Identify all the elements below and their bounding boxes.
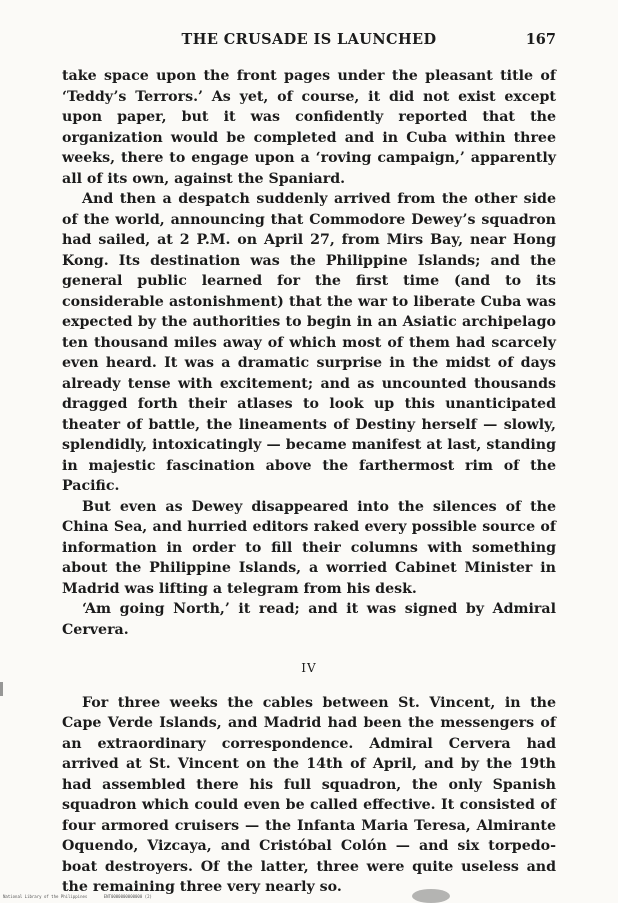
scan-footer bbox=[3, 894, 166, 899]
paragraph: ‘Am going North,’ it read; and it was signed by Admiral Cervera. bbox=[62, 601, 556, 638]
paragraph: But even as Dewey disappeared into the silences of the China Sea, and hurried editors raked every possible source of information in order to fill their columns with something about the Philippine Islands, a worried Cabinet Minister in Madrid was lifting a telegram from his desk. bbox=[62, 498, 556, 597]
footer-record: ENT0000000000000 (2) bbox=[103, 894, 152, 899]
paragraph-continued: take space upon the front pages under the pleasant title of ‘Teddy’s Terrors.’ As yet, of course, it did not exist except upon paper, but it was confidently reported that the organization would be completed and in Cuba within three weeks, there to engage upon a ‘roving campaign,’ apparently all of its own, against the Spaniard. bbox=[62, 68, 556, 187]
page-body bbox=[62, 66, 556, 898]
page-header bbox=[62, 31, 556, 53]
section-number: IV bbox=[301, 661, 317, 675]
page-number: 167 bbox=[525, 31, 556, 48]
paragraph: For three weeks the cables between St. Vincent, in the Cape Verde Islands, and Madrid had been the messengers of an extraordinary correspondence. Admiral Cervera had arrived at St. Vincent on the 14th of April, and by the 19th had assembled there his full squadron, the only Spanish squadron which could even be called effective. It consisted of four armored cruisers — the Infanta Maria Teresa, Almirante Oquendo, Vizcaya, and Cristóbal Colón — and six torpedo-boat destroyers. Of the latter, three were quite useless and the remaining three very nearly so. bbox=[62, 694, 556, 895]
paragraph: And then a despatch suddenly arrived from the other side of the world, announcing that Commodore Dewey’s squadron had sailed, at 2 P.M. on April 27, from Mirs Bay, near Hong Kong. Its destination was the Philippine Islands; and the general public learned for the first time (and to its considerable astonishment) that the war to liberate Cuba was expected by the authorities to begin in an Asiatic archipelago ten thousand miles away of which most of them had scarcely even heard. It was a dramatic surprise in the midst of days already tense with excitement; and as uncounted thousands dragged forth their atlases to look up this unanticipated theater of battle, the lineaments of Destiny herself — slowly, splendidly, intoxicatingly — became manifest at last, standing in majestic fascination above the farthermost rim of the Pacific. bbox=[62, 191, 556, 494]
scan-edge-mark bbox=[0, 682, 3, 696]
footer-library: National Library of the Philippines bbox=[3, 894, 88, 899]
running-title: THE CRUSADE IS LAUNCHED bbox=[181, 31, 437, 48]
scan-smudge bbox=[412, 889, 450, 903]
